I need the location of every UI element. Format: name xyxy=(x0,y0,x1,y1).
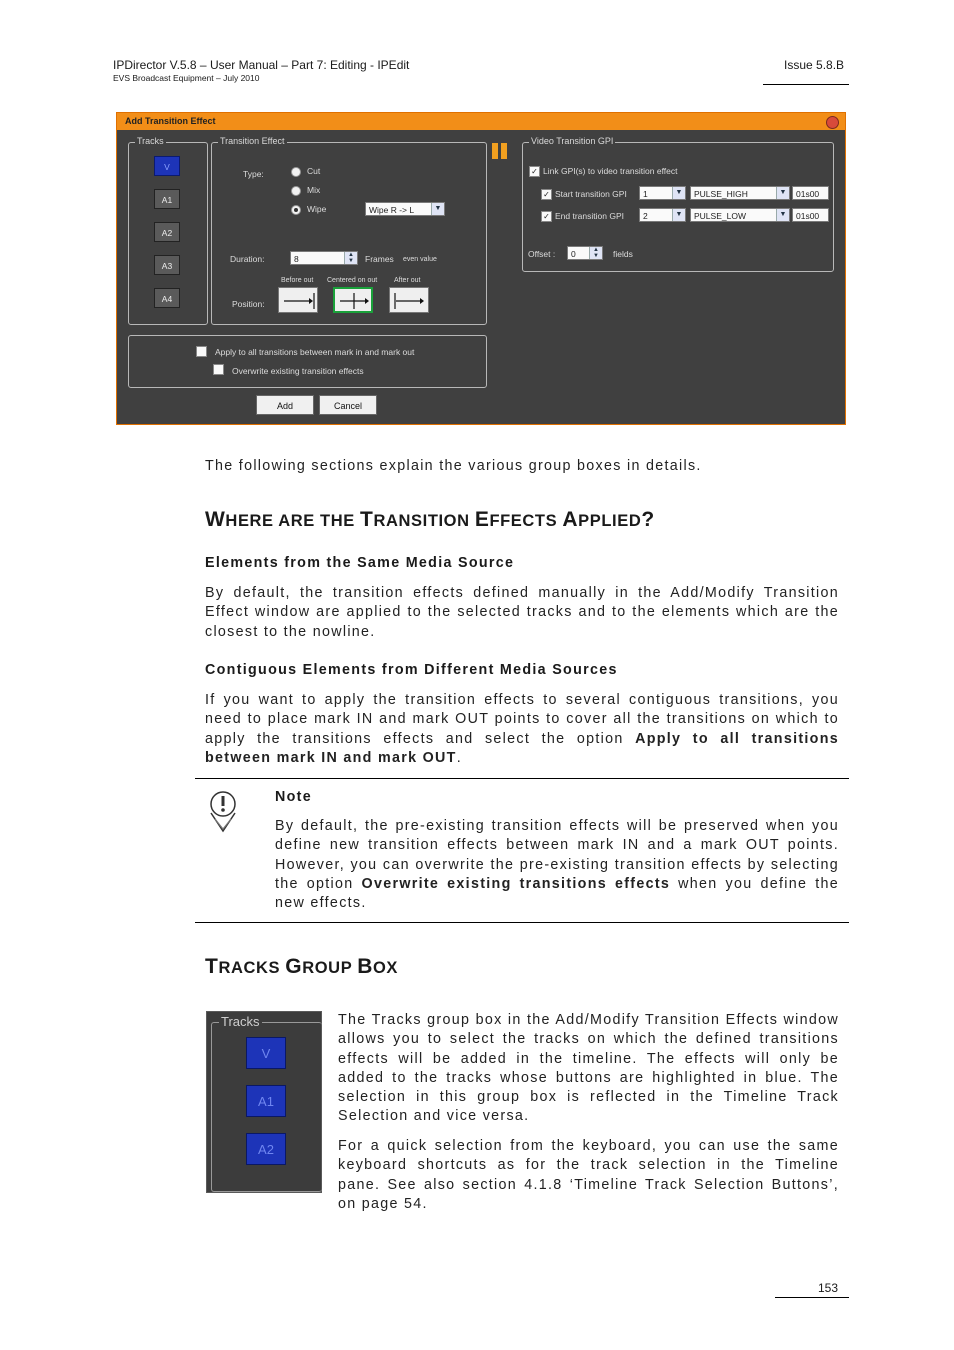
options-group xyxy=(128,335,487,388)
arrow-centered-icon xyxy=(335,289,375,315)
add-transition-dialog xyxy=(116,112,846,425)
tracks-crop-label: Tracks xyxy=(221,1014,260,1029)
apply-all-label: Apply to all transitions between mark in and mark out xyxy=(215,347,415,357)
offset-label: Offset : xyxy=(528,249,556,259)
pause-bar-right xyxy=(501,143,507,159)
paragraph-keyboard: For a quick selection from the keyboard, you can use the same keyboard shortcuts as for the track selection in the Timeline pane. See also section 4.1.8 ‘Timeline Track Selection Buttons’, on page 54. xyxy=(338,1138,839,1212)
start-gpi-time-field[interactable] xyxy=(792,186,829,200)
heading-part: RANSITION xyxy=(373,512,475,530)
heading-part: T xyxy=(360,508,374,531)
paragraph-same-source: By default, the transition effects defined manually in the Add/Modify Transition Effect window are applied to the selected tracks and to the elements which are the closest to the nowline. xyxy=(205,585,839,640)
heading-part: E xyxy=(474,508,490,531)
before-out-label: Before out xyxy=(281,277,314,284)
dialog-title-bar xyxy=(117,113,845,130)
spinner-arrows-icon[interactable]: ▲ ▼ xyxy=(344,252,357,264)
position-centered-button[interactable] xyxy=(333,287,373,313)
heading-part: A xyxy=(562,508,579,531)
text-run-bold: Apply to all transitions between mark IN and mark OUT xyxy=(205,730,839,766)
position-after-out-button[interactable] xyxy=(389,287,429,313)
heading-part: FFECTS xyxy=(489,512,563,530)
start-gpi-mode: PULSE_HIGH xyxy=(694,189,748,199)
track-button-a4[interactable]: A4 xyxy=(154,288,180,308)
crop-track-a2-button[interactable]: A2 xyxy=(246,1133,286,1165)
radio-cut[interactable] xyxy=(291,167,301,177)
crop-track-v-button[interactable]: V xyxy=(246,1037,286,1069)
type-label: Type: xyxy=(243,169,264,179)
start-gpi-checkbox[interactable]: ✓ xyxy=(541,189,552,200)
end-gpi-number: 2 xyxy=(643,211,648,221)
subheading-same-source: Elements from the Same Media Source xyxy=(205,555,515,571)
pause-bar-left xyxy=(492,143,498,159)
end-gpi-mode: PULSE_LOW xyxy=(694,211,746,221)
centered-on-out-label: Centered on out xyxy=(327,277,378,284)
start-gpi-number: 1 xyxy=(643,189,648,199)
track-button-v[interactable]: V xyxy=(154,156,180,176)
chevron-down-icon: ▼ xyxy=(776,187,789,199)
duration-value: 8 xyxy=(294,254,299,264)
heading-part: B xyxy=(357,955,373,978)
link-gpi-checkbox[interactable]: ✓ xyxy=(529,166,540,177)
end-gpi-number-select[interactable] xyxy=(639,208,686,222)
note-top-rule xyxy=(195,778,849,779)
radio-wipe[interactable] xyxy=(291,205,301,215)
heading-part: OX xyxy=(372,959,399,977)
text-run-bold: Overwrite existing transitions effects xyxy=(361,875,671,892)
footer-rule xyxy=(775,1297,849,1298)
track-button-a2[interactable]: A2 xyxy=(154,222,180,242)
end-gpi-checkbox[interactable]: ✓ xyxy=(541,211,552,222)
heading-where-applied xyxy=(205,508,655,532)
heading-tracks-group-box xyxy=(205,955,398,979)
subheading-contiguous: Contiguous Elements from Different Media Sources xyxy=(205,662,618,678)
crop-track-a1-button[interactable]: A1 xyxy=(246,1085,286,1117)
radio-mix-label: Mix xyxy=(307,185,321,195)
chevron-down-icon: ▼ xyxy=(672,187,685,199)
text-run: If you want to apply the transition effects to several contiguous transitions, you need to place mark IN and mark OUT points to cover all the transitions on which to apply the transitions effects and select the option xyxy=(205,692,839,747)
chevron-down-icon: ▼ xyxy=(672,209,685,221)
tracks-group-label: Tracks xyxy=(137,136,164,146)
arrow-after-icon xyxy=(390,288,430,314)
chevron-down-icon: ▼ xyxy=(776,209,789,221)
spinner-arrows-icon[interactable]: ▲ ▼ xyxy=(589,247,602,259)
track-button-a1[interactable]: A1 xyxy=(154,189,180,209)
intro-paragraph: The following sections explain the various group boxes in details. xyxy=(205,458,702,474)
offset-value: 0 xyxy=(571,249,576,259)
page-number: 153 xyxy=(818,1281,839,1295)
heading-part: RACKS xyxy=(218,959,286,977)
header-issue: Issue 5.8.B xyxy=(784,58,845,72)
note-title: Note xyxy=(275,789,312,805)
add-button[interactable]: Add xyxy=(256,395,314,415)
fields-label: fields xyxy=(613,249,633,259)
note-icon xyxy=(205,789,241,838)
close-icon[interactable] xyxy=(826,116,839,129)
heading-part: HERE ARE THE xyxy=(225,512,361,530)
start-gpi-time: 01s00 xyxy=(796,189,820,199)
frames-label: Frames xyxy=(365,254,394,264)
duration-spinner[interactable] xyxy=(290,251,358,265)
end-gpi-time-field[interactable] xyxy=(792,208,829,222)
text-run: . xyxy=(456,749,462,766)
dialog-title: Add Transition Effect xyxy=(125,116,216,126)
link-gpi-label: Link GPI(s) to video transition effect xyxy=(543,166,678,176)
arrow-before-icon xyxy=(279,288,319,314)
end-gpi-time: 01s00 xyxy=(796,211,820,221)
text-run: when you define the new effects. xyxy=(275,875,840,912)
duration-label: Duration: xyxy=(230,254,265,264)
radio-cut-label: Cut xyxy=(307,166,321,176)
header-subtitle: EVS Broadcast Equipment – July 2010 xyxy=(113,73,260,83)
heading-part: T xyxy=(205,955,219,978)
paragraph-tracks: The Tracks group box in the Add/Modify Transition Effects window allows you to select the tracks on which the defined transitions effects will be added in the timeline. The effects will only be added to the tracks whose buttons are highlighted in blue. The selection in this group box is reflected in the Timeline Track Selection and vice versa. xyxy=(338,1012,839,1125)
start-gpi-number-select[interactable] xyxy=(639,186,686,200)
wipe-direction-select[interactable] xyxy=(365,202,445,216)
heading-part: G xyxy=(285,955,303,978)
dialog-body xyxy=(117,130,845,424)
end-gpi-label: End transition GPI xyxy=(555,211,624,221)
paragraph-contiguous xyxy=(205,691,839,768)
radio-wipe-label: Wipe xyxy=(307,204,327,214)
start-gpi-mode-select[interactable] xyxy=(690,186,790,200)
overwrite-checkbox[interactable] xyxy=(213,364,224,375)
tracks-group-screenshot xyxy=(206,1011,322,1193)
even-value-label: even value xyxy=(403,256,437,263)
text-run: By default, the pre-existing transition effects will be preserved when you define new transition effects between mark IN and a mark OUT points. However, you can overwrite the pre-existing transition effects by selecting the option xyxy=(275,818,839,892)
header-title: IPDirector V.5.8 – User Manual – Part 7: Editing - IPEdit xyxy=(113,58,410,72)
heading-part: PPLIED xyxy=(578,512,642,530)
warning-pin-icon xyxy=(205,789,241,833)
apply-all-checkbox[interactable] xyxy=(196,346,207,357)
wipe-direction-value: Wipe R -> L xyxy=(369,205,415,215)
start-gpi-label: Start transition GPI xyxy=(555,189,627,199)
end-gpi-mode-select[interactable] xyxy=(690,208,790,222)
heading-part: ? xyxy=(641,508,655,531)
position-label: Position: xyxy=(232,299,265,309)
radio-mix[interactable] xyxy=(291,186,301,196)
position-before-out-button[interactable] xyxy=(278,287,318,313)
transition-effect-label: Transition Effect xyxy=(220,136,285,146)
header-rule xyxy=(763,84,849,85)
heading-part: ROUP xyxy=(302,959,358,977)
heading-part: W xyxy=(205,508,226,531)
offset-spinner[interactable] xyxy=(567,246,603,260)
gpi-group-label: Video Transition GPI xyxy=(531,136,614,146)
track-button-a3[interactable]: A3 xyxy=(154,255,180,275)
chevron-down-icon: ▼ xyxy=(431,203,444,215)
note-paragraph xyxy=(275,817,839,913)
overwrite-label: Overwrite existing transition effects xyxy=(232,366,364,376)
cancel-button[interactable]: Cancel xyxy=(319,395,377,415)
note-bottom-rule xyxy=(195,922,849,923)
after-out-label: After out xyxy=(394,277,421,284)
